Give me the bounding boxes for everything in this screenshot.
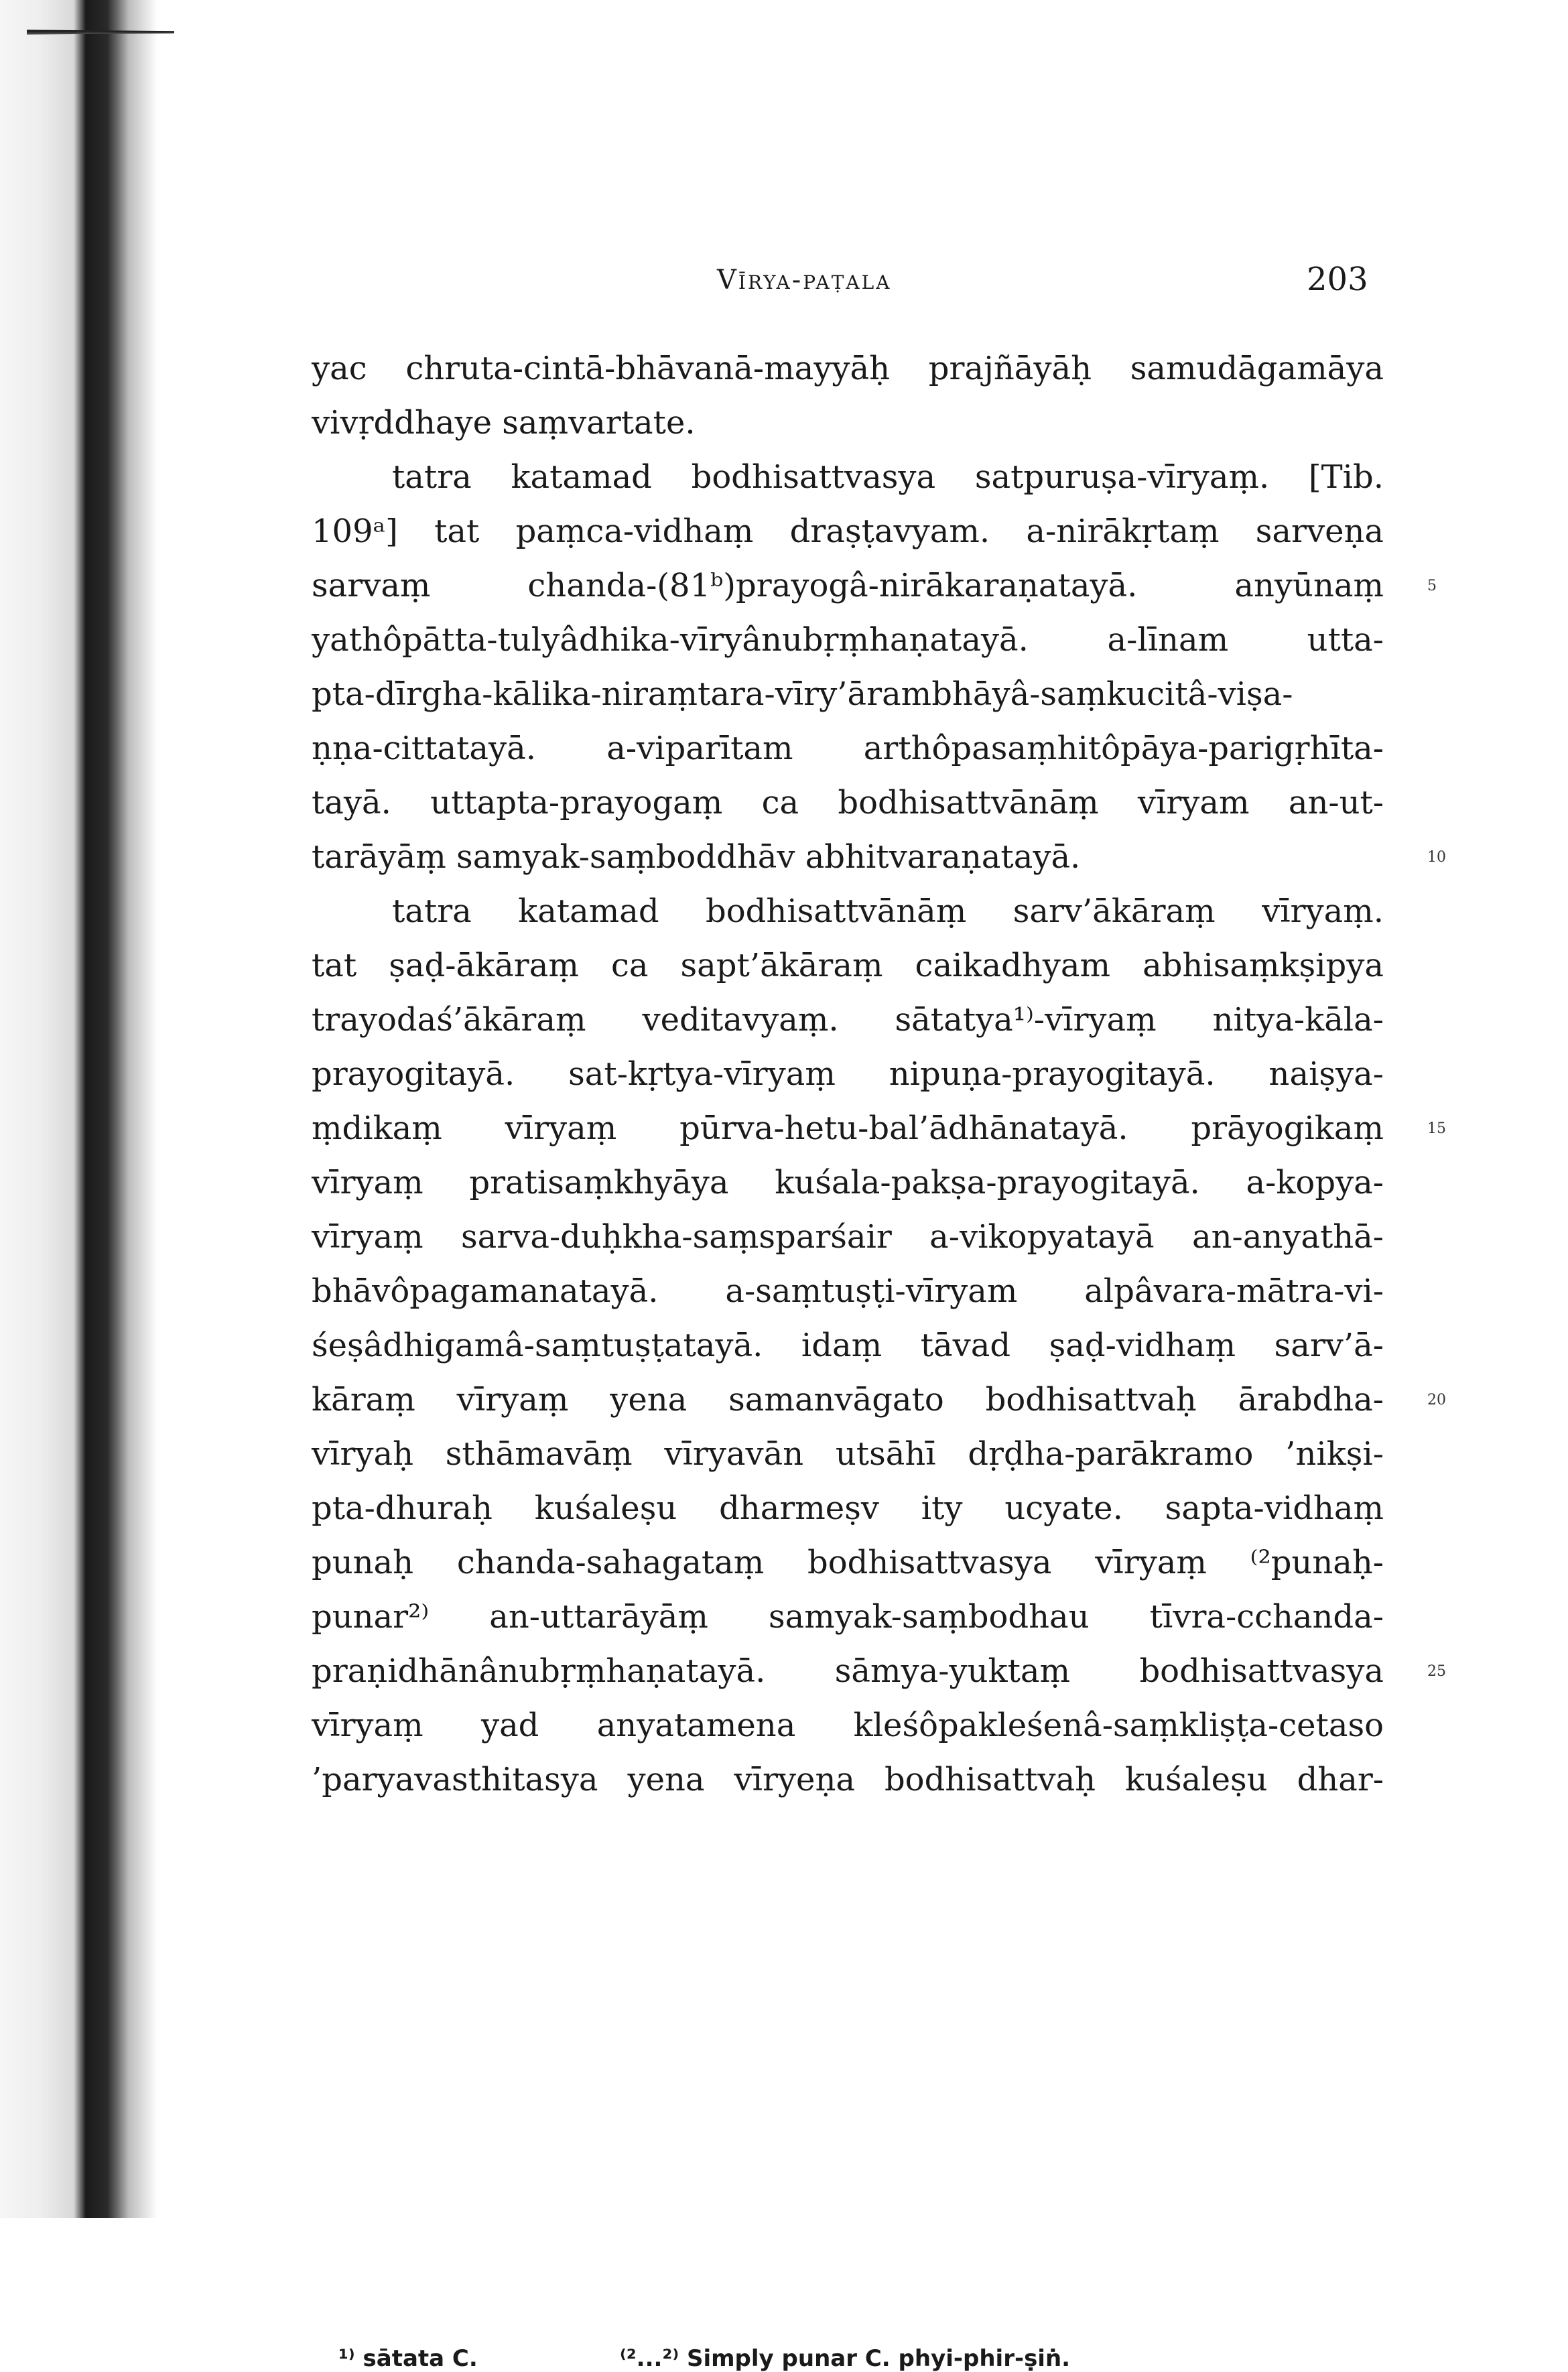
text-line (312, 559, 1437, 613)
text-line (312, 1481, 1384, 1536)
text-line-content: yathôpātta-tulyâdhika-vīryânubṛṃhaṇatayā. a-līnam utta- (312, 621, 1384, 659)
line-number: 10 (1427, 849, 1446, 866)
text-line (312, 1047, 1384, 1102)
text-line-content: tatra katamad bodhisattvasya satpuruṣa-vīryaṃ. [Tib. (392, 458, 1384, 496)
text-line-content: vivṛddhaye saṃvartate. (312, 404, 696, 442)
text-line-content: kāraṃ vīryaṃ yena samanvāgato bodhisattvaḥ ārabdha- (312, 1381, 1384, 1419)
text-line (312, 1156, 1384, 1210)
text-line-content: punaḥ chanda-sahagataṃ bodhisattvasya vīryaṃ ⁽²punaḥ- (312, 1544, 1384, 1581)
text-line-content: 109ᵃ] tat paṃca-vidhaṃ draṣṭavyam. a-nirākṛtaṃ sarveṇa (312, 513, 1384, 550)
text-line-content: vīryaṃ sarva-duḥkha-saṃsparśair a-vikopyatayā an-anyathā- (312, 1218, 1384, 1256)
text-line (312, 993, 1384, 1047)
running-head-title: Vīrya-paṭala (717, 265, 892, 295)
text-line (312, 1536, 1384, 1590)
text-line (312, 830, 1446, 884)
text-line (312, 939, 1384, 993)
text-line (312, 722, 1384, 776)
text-line-content: sarvaṃ chanda-(81ᵇ)prayogâ-nirākaraṇatayā. anyūnaṃ (312, 567, 1384, 604)
text-line (312, 667, 1384, 722)
text-line-content: ṇṇa-cittatayā. a-viparītam arthôpasaṃhitôpāya-parigṛhīta- (312, 730, 1384, 767)
text-line-content: tat ṣaḍ-ākāraṃ ca sapt’ākāraṃ caikadhyam abhisaṃkṣipya (312, 947, 1384, 984)
text-line-content: pta-dhuraḥ kuśaleṣu dharmeṣv ity ucyate. sapta-vidhaṃ (312, 1490, 1384, 1527)
body-text (312, 342, 1446, 1807)
text-line-content: praṇidhānânubṛṃhaṇatayā. sāmya-yuktaṃ bodhisattvasya (312, 1652, 1384, 1690)
running-head (312, 261, 1384, 305)
text-line-content: vīryaṃ yad anyatamena kleśôpakleśenâ-saṃkliṣṭa-cetaso (312, 1707, 1384, 1744)
text-line (312, 776, 1384, 830)
text-line (312, 1753, 1384, 1807)
text-line (312, 1590, 1384, 1644)
text-line-content: śeṣâdhigamâ-saṃtuṣṭatayā. idaṃ tāvad ṣaḍ-vidhaṃ sarv’ā- (312, 1327, 1384, 1364)
text-line (312, 1264, 1384, 1319)
text-line-content: tarāyāṃ samyak-saṃboddhāv abhitvaraṇatayā. (312, 838, 1081, 876)
text-line-content: prayogitayā. sat-kṛtya-vīryaṃ nipuṇa-prayogitayā. naiṣya- (312, 1055, 1384, 1093)
text-line (312, 342, 1384, 396)
footnote-2: ⁽²...²⁾ Simply punar C. phyi-phir-ṣiṅ. (620, 2345, 1071, 2372)
text-line (312, 450, 1384, 505)
text-line-content: punar²⁾ an-uttarāyāṃ samyak-saṃbodhau tīvra-cchanda- (312, 1598, 1384, 1636)
text-line-content: vīryaḥ sthāmavāṃ vīryavān utsāhī dṛḍha-parākramo ’nikṣi- (312, 1435, 1384, 1473)
text-line-content: yac chruta-cintā-bhāvanā-mayyāḥ prajñāyāḥ samudāgamāya (312, 350, 1384, 387)
text-line (312, 1102, 1446, 1156)
line-number: 20 (1427, 1392, 1446, 1408)
line-number: 5 (1427, 578, 1437, 594)
binding-shadow (0, 0, 201, 2218)
footnote-1: ¹⁾ sātata C. (338, 2345, 478, 2372)
page-number: 203 (1307, 261, 1368, 298)
text-line (312, 1373, 1446, 1427)
text-line-content: tatra katamad bodhisattvānāṃ sarv’ākāraṃ vīryaṃ. (392, 893, 1384, 930)
text-line (312, 1319, 1384, 1373)
text-line-content: pta-dīrgha-kālika-niraṃtara-vīry’ārambhāyâ-saṃkucitâ-viṣa- (312, 675, 1293, 713)
text-line-content: ṃdikaṃ vīryaṃ pūrva-hetu-bal’ādhānatayā. prāyogikaṃ (312, 1110, 1384, 1147)
text-line (312, 1644, 1446, 1699)
line-number: 15 (1427, 1120, 1446, 1137)
text-line (312, 1699, 1384, 1753)
text-line (312, 884, 1384, 939)
text-line-content: bhāvôpagamanatayā. a-saṃtuṣṭi-vīryam alpâvara-mātra-vi- (312, 1272, 1384, 1310)
text-line-content: vīryaṃ pratisaṃkhyāya kuśala-pakṣa-prayogitayā. a-kopya- (312, 1164, 1384, 1201)
text-line (312, 1210, 1384, 1264)
line-number: 25 (1427, 1663, 1446, 1680)
book-page (312, 0, 1446, 2372)
text-line (312, 613, 1384, 667)
text-line-content: ’paryavasthitasya yena vīryeṇa bodhisattvaḥ kuśaleṣu dhar- (312, 1761, 1384, 1798)
text-line (312, 1427, 1384, 1481)
text-line (312, 505, 1384, 559)
text-line-content: tayā. uttapta-prayogaṃ ca bodhisattvānāṃ vīryam an-ut- (312, 784, 1384, 821)
text-line (312, 396, 1384, 450)
text-line-content: trayodaś’ākāraṃ veditavyaṃ. sātatya¹⁾-vīryaṃ nitya-kāla- (312, 1001, 1384, 1039)
